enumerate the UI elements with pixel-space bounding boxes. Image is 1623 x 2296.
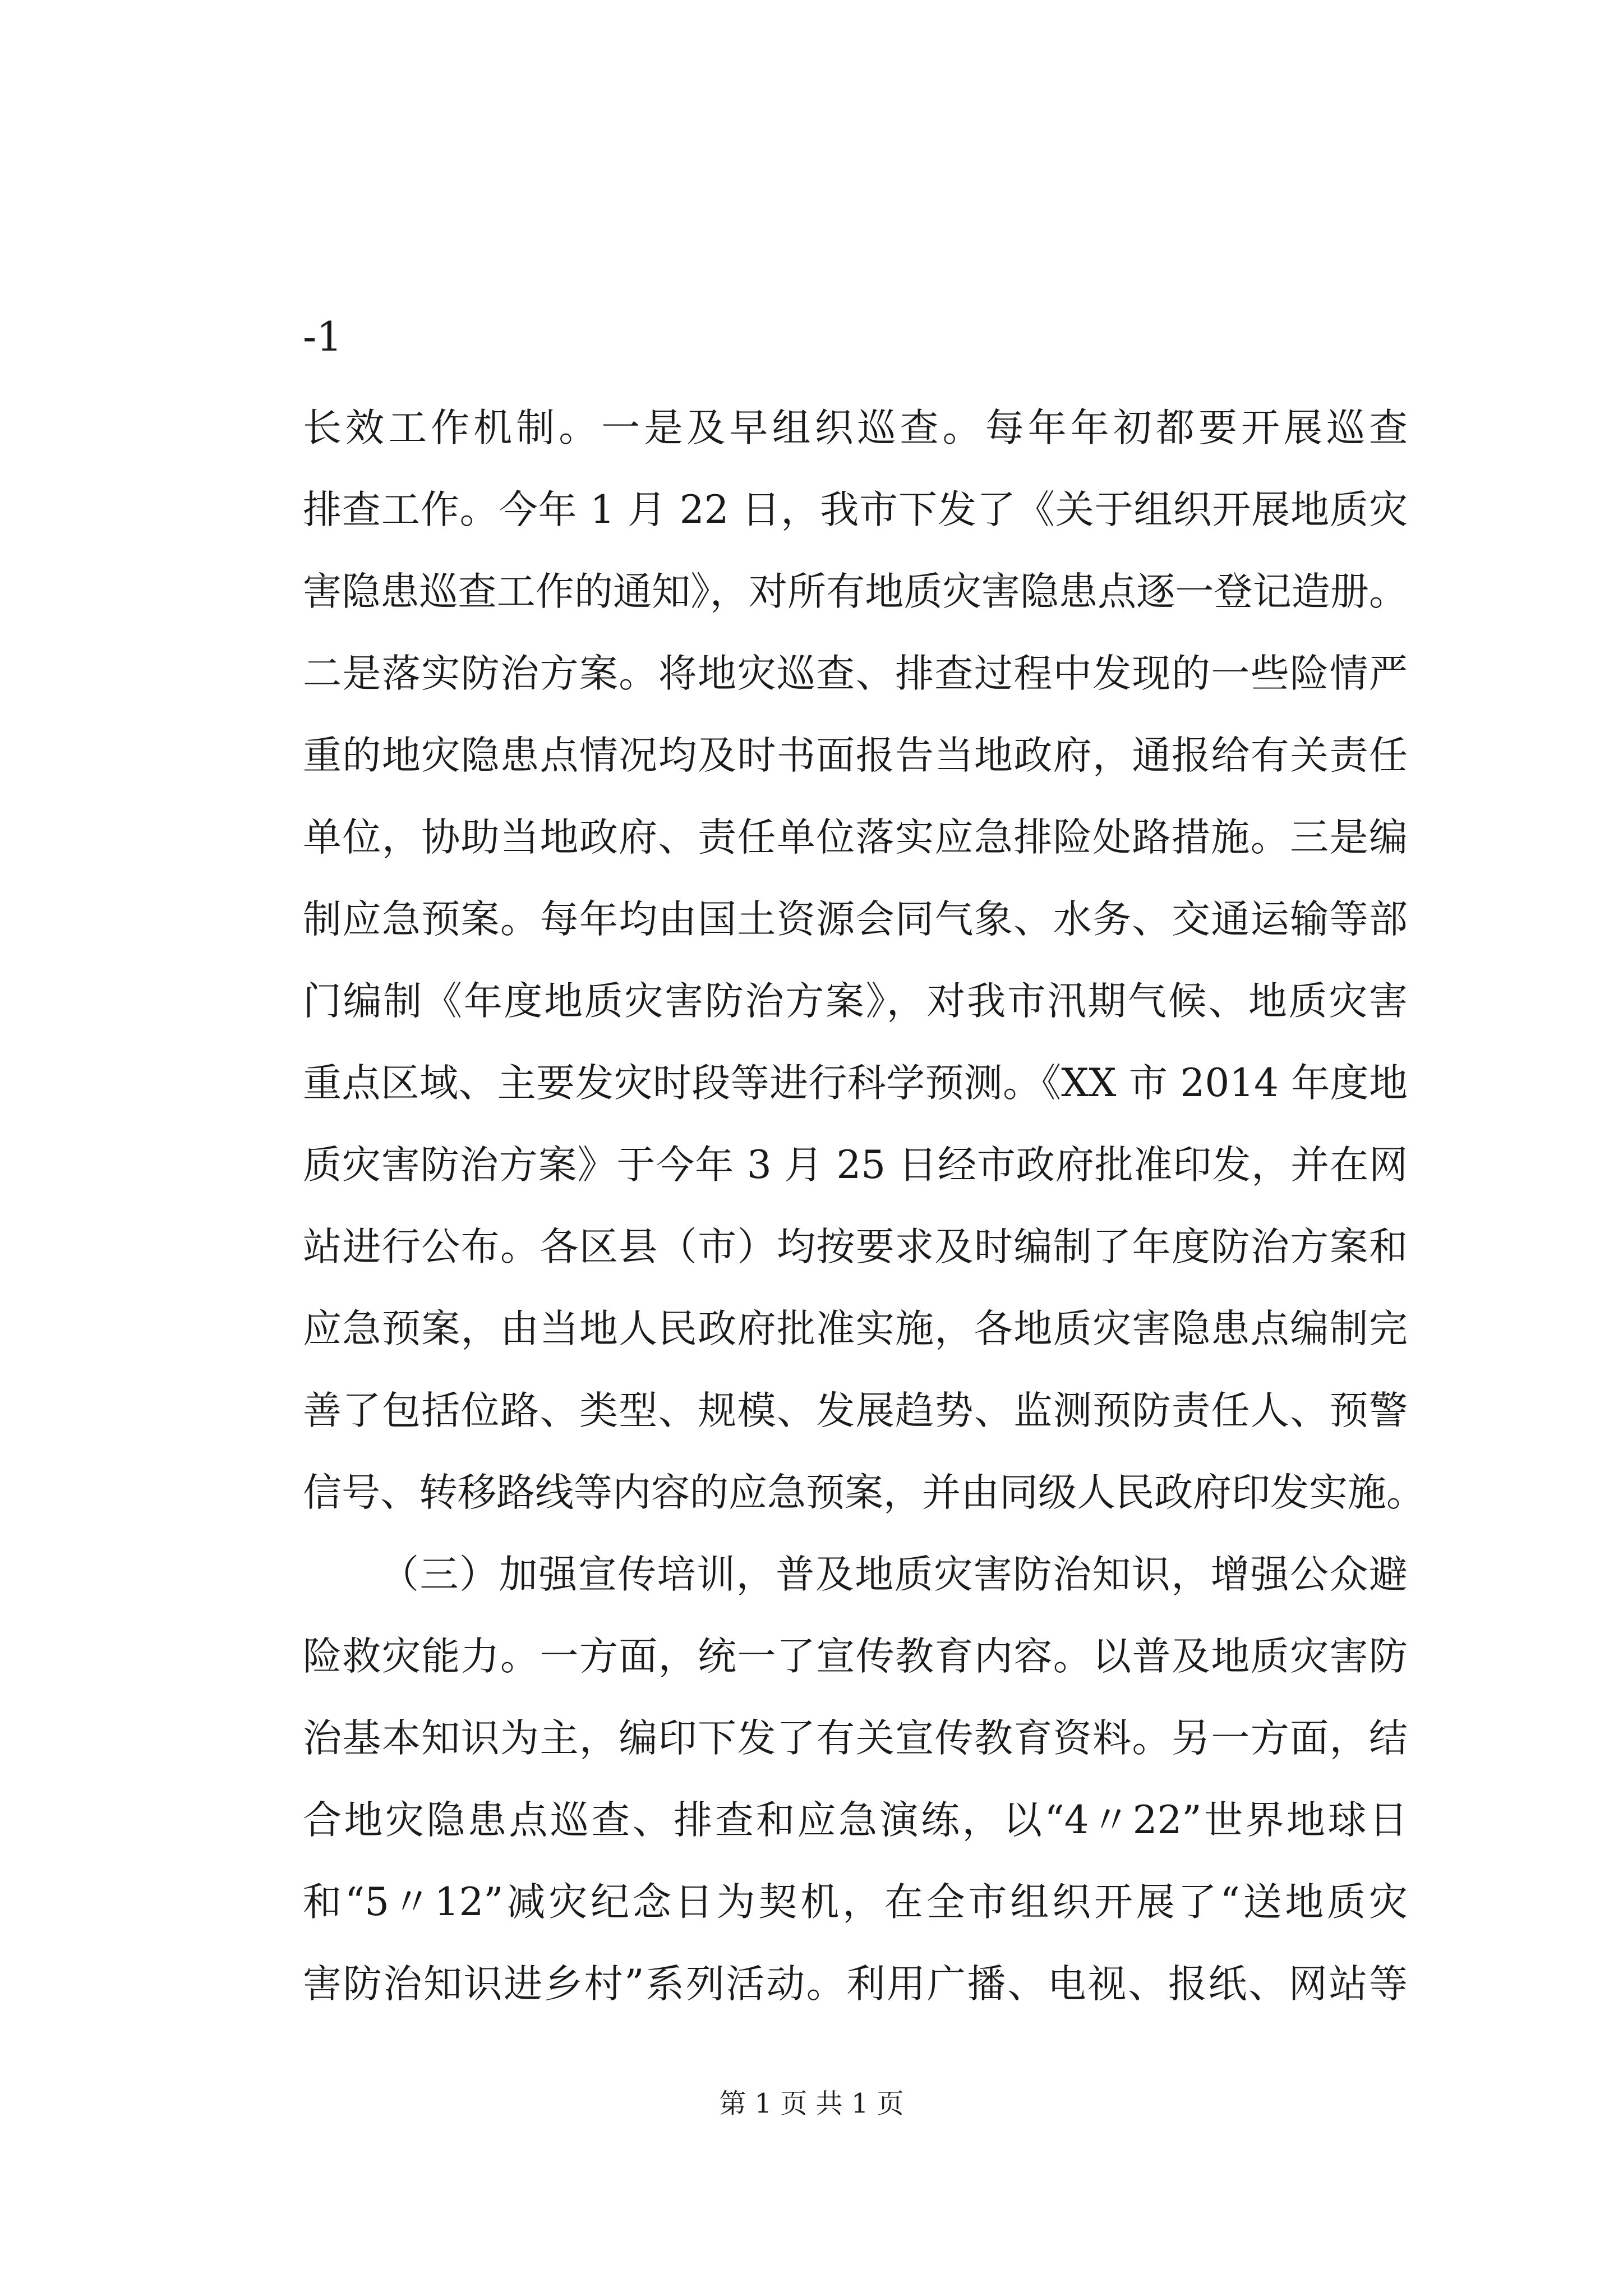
- text-line: 制应急预案。每年均由国土资源会同气象、水务、交通运输等部: [303, 897, 1408, 942]
- text-line: 二是落实防治方案。将地灾巡查、排查过程中发现的一些险情严: [303, 651, 1408, 696]
- page-footer: 第 1 页 共 1 页: [719, 2088, 904, 2119]
- text-line: 和“5〃12”减灾纪念日为契机，在全市组织开展了“送地质灾: [303, 1880, 1408, 1925]
- page-marker: -1: [303, 313, 343, 360]
- body-text: [303, 387, 1425, 2025]
- text-line: 害隐患巡查工作的通知》，对所有地质灾害隐患点逐一登记造册。: [303, 569, 1408, 614]
- text-line: 门编制《年度地质灾害防治方案》，对我市汛期气候、地质灾害: [303, 979, 1408, 1024]
- text-line: 重点区域、主要发灾时段等进行科学预测。《XX 市 2014 年度地: [303, 1061, 1408, 1106]
- text-line: 合地灾隐患点巡查、排查和应急演练，以“4〃22”世界地球日: [303, 1798, 1408, 1843]
- text-line: 险救灾能力。一方面，统一了宣传教育内容。以普及地质灾害防: [303, 1634, 1408, 1679]
- text-line: 治基本知识为主，编印下发了有关宣传教育资料。另一方面，结: [303, 1716, 1408, 1761]
- text-line: 信号、转移路线等内容的应急预案，并由同级人民政府印发实施。: [303, 1470, 1425, 1515]
- text-line: 排查工作。今年 1 月 22 日，我市下发了《关于组织开展地质灾: [303, 487, 1408, 532]
- text-line: 重的地灾隐患点情况均及时书面报告当地政府，通报给有关责任: [303, 733, 1408, 778]
- text-line: 单位，协助当地政府、责任单位落实应急排险处路措施。三是编: [303, 815, 1408, 860]
- text-line: 站进行公布。各区县（市）均按要求及时编制了年度防治方案和: [303, 1225, 1408, 1269]
- text-line: 善了包括位路、类型、规模、发展趋势、监测预防责任人、预警: [303, 1388, 1408, 1433]
- text-line: 应急预案，由当地人民政府批准实施，各地质灾害隐患点编制完: [303, 1306, 1408, 1351]
- text-line: 长效工作机制。一是及早组织巡查。每年年初都要开展巡查: [303, 406, 1408, 450]
- text-line: 害防治知识进乡村”系列活动。利用广播、电视、报纸、网站等: [303, 1962, 1408, 2007]
- text-line: 质灾害防治方案》于今年 3 月 25 日经市政府批准印发，并在网: [303, 1143, 1408, 1188]
- text-line: （三）加强宣传培训，普及地质灾害防治知识，增强公众避: [380, 1552, 1408, 1597]
